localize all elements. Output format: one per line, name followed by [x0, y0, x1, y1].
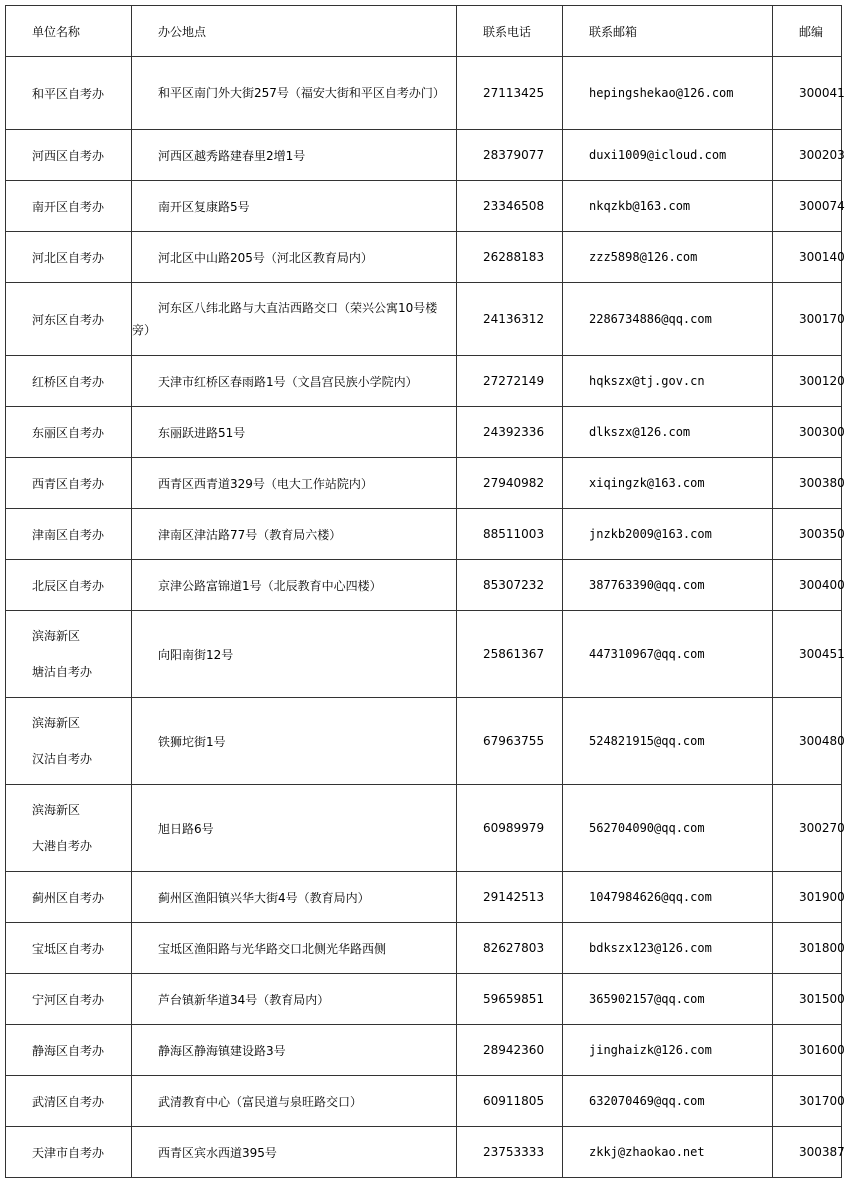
office-phone: 29142513 — [457, 872, 563, 923]
office-email[interactable]: zzz5898@126.com — [563, 232, 773, 283]
office-name-line1: 滨海新区 — [32, 803, 81, 817]
office-name: 红桥区自考办 — [6, 356, 132, 407]
office-name: 天津市自考办 — [6, 1127, 132, 1178]
table-row — [6, 974, 842, 1025]
office-name: 和平区自考办 — [6, 57, 132, 130]
table-row — [6, 923, 842, 974]
office-name: 河西区自考办 — [6, 130, 132, 181]
office-phone: 59659851 — [457, 974, 563, 1025]
office-postcode: 300140 — [773, 232, 842, 283]
office-address: 京津公路富锦道1号（北辰教育中心四楼） — [132, 560, 457, 611]
office-address: 铁狮坨街1号 — [132, 698, 457, 785]
office-name — [6, 611, 132, 698]
office-email[interactable]: zkkj@zhaokao.net — [563, 1127, 773, 1178]
office-phone: 85307232 — [457, 560, 563, 611]
header-name: 单位名称 — [6, 6, 132, 57]
office-postcode: 300170 — [773, 283, 842, 356]
office-name: 津南区自考办 — [6, 509, 132, 560]
office-address: 河东区八纬北路与大直沽西路交口（荣兴公寓10号楼旁） — [132, 283, 457, 356]
office-phone: 23346508 — [457, 181, 563, 232]
office-address: 河西区越秀路建春里2增1号 — [132, 130, 457, 181]
table-row — [6, 698, 842, 785]
office-email[interactable]: 447310967@qq.com — [563, 611, 773, 698]
office-email[interactable]: 632070469@qq.com — [563, 1076, 773, 1127]
office-address: 静海区静海镇建设路3号 — [132, 1025, 457, 1076]
office-address: 津南区津沽路77号（教育局六楼） — [132, 509, 457, 560]
office-phone: 27940982 — [457, 458, 563, 509]
office-email[interactable]: hqkszx@tj.gov.cn — [563, 356, 773, 407]
office-name: 武清区自考办 — [6, 1076, 132, 1127]
office-name — [6, 785, 132, 872]
office-postcode: 300380 — [773, 458, 842, 509]
office-email[interactable]: 365902157@qq.com — [563, 974, 773, 1025]
header-postcode: 邮编 — [773, 6, 842, 57]
office-phone: 23753333 — [457, 1127, 563, 1178]
office-address: 南开区复康路5号 — [132, 181, 457, 232]
office-name: 静海区自考办 — [6, 1025, 132, 1076]
office-phone: 27113425 — [457, 57, 563, 130]
office-email[interactable]: 562704090@qq.com — [563, 785, 773, 872]
office-phone: 67963755 — [457, 698, 563, 785]
office-name-line1: 滨海新区 — [32, 716, 81, 730]
office-email[interactable]: hepingshekao@126.com — [563, 57, 773, 130]
office-postcode: 300203 — [773, 130, 842, 181]
office-phone: 88511003 — [457, 509, 563, 560]
table-row — [6, 130, 842, 181]
table-row — [6, 509, 842, 560]
header-address: 办公地点 — [132, 6, 457, 57]
office-postcode: 300400 — [773, 560, 842, 611]
office-name-line2: 汉沽自考办 — [32, 752, 93, 766]
office-email[interactable]: 2286734886@qq.com — [563, 283, 773, 356]
office-address: 西青区西青道329号（电大工作站院内） — [132, 458, 457, 509]
table-row — [6, 356, 842, 407]
office-name: 北辰区自考办 — [6, 560, 132, 611]
header-phone: 联系电话 — [457, 6, 563, 57]
table-row — [6, 1127, 842, 1178]
office-name-line1: 滨海新区 — [32, 629, 81, 643]
office-postcode: 300387 — [773, 1127, 842, 1178]
office-name — [6, 698, 132, 785]
office-postcode: 301800 — [773, 923, 842, 974]
table-row — [6, 785, 842, 872]
table-row — [6, 458, 842, 509]
office-postcode: 301700 — [773, 1076, 842, 1127]
table-row — [6, 1076, 842, 1127]
table-row — [6, 872, 842, 923]
office-email[interactable]: jinghaizk@126.com — [563, 1025, 773, 1076]
office-email[interactable]: 1047984626@qq.com — [563, 872, 773, 923]
office-address: 武清教育中心（富民道与泉旺路交口） — [132, 1076, 457, 1127]
office-phone: 60989979 — [457, 785, 563, 872]
table-row — [6, 57, 842, 130]
header-email: 联系邮箱 — [563, 6, 773, 57]
table-row — [6, 232, 842, 283]
office-postcode: 300350 — [773, 509, 842, 560]
office-postcode: 300074 — [773, 181, 842, 232]
office-postcode: 300451 — [773, 611, 842, 698]
office-phone: 28379077 — [457, 130, 563, 181]
office-phone: 25861367 — [457, 611, 563, 698]
office-name: 西青区自考办 — [6, 458, 132, 509]
office-name: 宁河区自考办 — [6, 974, 132, 1025]
table-row — [6, 181, 842, 232]
office-address: 天津市红桥区春雨路1号（文昌宫民族小学院内） — [132, 356, 457, 407]
office-address: 向阳南街12号 — [132, 611, 457, 698]
office-email[interactable]: 387763390@qq.com — [563, 560, 773, 611]
office-postcode: 300041 — [773, 57, 842, 130]
office-name: 东丽区自考办 — [6, 407, 132, 458]
table-row — [6, 1025, 842, 1076]
office-phone: 60911805 — [457, 1076, 563, 1127]
office-email[interactable]: xiqingzk@163.com — [563, 458, 773, 509]
office-name: 河北区自考办 — [6, 232, 132, 283]
office-postcode: 301900 — [773, 872, 842, 923]
office-phone: 28942360 — [457, 1025, 563, 1076]
office-name-line2: 大港自考办 — [32, 839, 93, 853]
office-email[interactable]: duxi1009@icloud.com — [563, 130, 773, 181]
office-address: 西青区宾水西道395号 — [132, 1127, 457, 1178]
office-address: 东丽跃进路51号 — [132, 407, 457, 458]
office-address: 芦台镇新华道34号（教育局内） — [132, 974, 457, 1025]
office-postcode: 300300 — [773, 407, 842, 458]
office-name: 宝坻区自考办 — [6, 923, 132, 974]
office-name: 河东区自考办 — [6, 283, 132, 356]
office-phone: 24392336 — [457, 407, 563, 458]
office-email[interactable]: jnzkb2009@163.com — [563, 509, 773, 560]
office-phone: 24136312 — [457, 283, 563, 356]
header-row — [6, 6, 842, 57]
table-row — [6, 560, 842, 611]
office-email[interactable]: dlkszx@126.com — [563, 407, 773, 458]
office-postcode: 301600 — [773, 1025, 842, 1076]
office-email[interactable]: 524821915@qq.com — [563, 698, 773, 785]
table-row — [6, 283, 842, 356]
office-address: 河北区中山路205号（河北区教育局内） — [132, 232, 457, 283]
office-address: 旭日路6号 — [132, 785, 457, 872]
office-email[interactable]: nkqzkb@163.com — [563, 181, 773, 232]
office-name-line2: 塘沽自考办 — [32, 665, 93, 679]
office-phone: 27272149 — [457, 356, 563, 407]
office-postcode: 301500 — [773, 974, 842, 1025]
office-phone: 26288183 — [457, 232, 563, 283]
office-postcode: 300270 — [773, 785, 842, 872]
office-address: 蓟州区渔阳镇兴华大街4号（教育局内） — [132, 872, 457, 923]
office-address: 宝坻区渔阳路与光华路交口北侧光华路西侧 — [132, 923, 457, 974]
table-row — [6, 611, 842, 698]
exam-office-table — [5, 5, 845, 1178]
office-name: 南开区自考办 — [6, 181, 132, 232]
office-postcode: 300480 — [773, 698, 842, 785]
office-phone: 82627803 — [457, 923, 563, 974]
office-email[interactable]: bdkszx123@126.com — [563, 923, 773, 974]
table-row — [6, 407, 842, 458]
office-name: 蓟州区自考办 — [6, 872, 132, 923]
office-postcode: 300120 — [773, 356, 842, 407]
office-address: 和平区南门外大街257号（福安大街和平区自考办门） — [132, 57, 457, 130]
